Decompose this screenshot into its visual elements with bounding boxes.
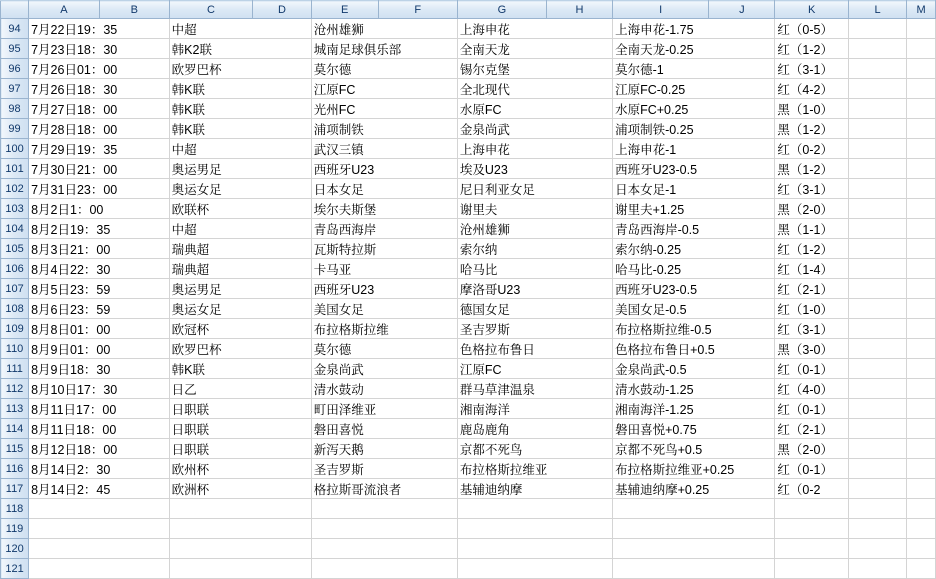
cell-league[interactable]: 日职联 — [169, 399, 311, 419]
cell-handicap-pick[interactable]: 江原FC-0.25 — [613, 79, 775, 99]
table-row[interactable] — [1, 559, 936, 579]
cell-empty-m[interactable] — [907, 319, 936, 339]
cell-date[interactable]: 8月2日1：00 — [29, 199, 170, 219]
cell-date[interactable]: 8月11日18：00 — [29, 419, 170, 439]
cell-league[interactable] — [169, 499, 311, 519]
table-row[interactable] — [1, 479, 936, 499]
table-row[interactable] — [1, 59, 936, 79]
cell-away-team[interactable]: 全北现代 — [457, 79, 612, 99]
cell-handicap-pick[interactable]: 湘南海洋-1.25 — [613, 399, 775, 419]
table-row[interactable] — [1, 319, 936, 339]
cell-league[interactable]: 奥运男足 — [169, 279, 311, 299]
cell-result[interactable] — [775, 559, 849, 579]
cell-away-team[interactable]: 上海申花 — [457, 139, 612, 159]
cell-result[interactable]: 红（0-1） — [775, 359, 849, 379]
cell-league[interactable]: 欧洲杯 — [169, 479, 311, 499]
cell-handicap-pick[interactable] — [613, 499, 775, 519]
cell-handicap-pick[interactable]: 莫尔德-1 — [613, 59, 775, 79]
row-header[interactable]: 117 — [1, 479, 29, 499]
cell-date[interactable] — [29, 559, 170, 579]
cell-date[interactable]: 7月26日01：00 — [29, 59, 170, 79]
cell-result[interactable]: 红（4-2） — [775, 79, 849, 99]
cell-away-team[interactable]: 群马草津温泉 — [457, 379, 612, 399]
cell-empty-l[interactable] — [849, 99, 907, 119]
cell-date[interactable]: 7月28日18：00 — [29, 119, 170, 139]
cell-home-team[interactable]: 清水鼓动 — [311, 379, 457, 399]
cell-handicap-pick[interactable]: 布拉格斯拉维亚+0.25 — [613, 459, 775, 479]
cell-date[interactable]: 7月27日18：00 — [29, 99, 170, 119]
column-header-a[interactable]: A — [29, 1, 100, 19]
cell-result[interactable]: 红（1-0） — [775, 299, 849, 319]
column-header-b[interactable]: B — [99, 1, 169, 19]
cell-handicap-pick[interactable]: 水原FC+0.25 — [613, 99, 775, 119]
row-header[interactable]: 114 — [1, 419, 29, 439]
cell-league[interactable] — [169, 559, 311, 579]
cell-empty-m[interactable] — [907, 359, 936, 379]
cell-league[interactable]: 奥运女足 — [169, 299, 311, 319]
cell-handicap-pick[interactable]: 浦项制铁-0.25 — [613, 119, 775, 139]
row-header[interactable]: 107 — [1, 279, 29, 299]
column-header-l[interactable]: L — [849, 1, 907, 19]
cell-handicap-pick[interactable]: 谢里夫+1.25 — [613, 199, 775, 219]
cell-empty-m[interactable] — [907, 39, 936, 59]
cell-result[interactable]: 黑（1-2） — [775, 119, 849, 139]
cell-away-team[interactable]: 上海申花 — [457, 19, 612, 39]
cell-date[interactable] — [29, 499, 170, 519]
table-row[interactable] — [1, 439, 936, 459]
cell-result[interactable]: 红（1-4） — [775, 259, 849, 279]
row-header[interactable]: 113 — [1, 399, 29, 419]
cell-empty-m[interactable] — [907, 259, 936, 279]
cell-date[interactable]: 7月30日21：00 — [29, 159, 170, 179]
table-row[interactable] — [1, 499, 936, 519]
cell-empty-m[interactable] — [907, 419, 936, 439]
column-header-f[interactable]: F — [378, 1, 457, 19]
cell-away-team[interactable]: 江原FC — [457, 359, 612, 379]
cell-date[interactable]: 8月9日01：00 — [29, 339, 170, 359]
cell-home-team[interactable]: 格拉斯哥流浪者 — [311, 479, 457, 499]
cell-empty-l[interactable] — [849, 79, 907, 99]
cell-empty-l[interactable] — [849, 319, 907, 339]
table-row[interactable] — [1, 179, 936, 199]
cell-away-team[interactable]: 索尔纳 — [457, 239, 612, 259]
cell-empty-l[interactable] — [849, 559, 907, 579]
cell-home-team[interactable]: 莫尔德 — [311, 339, 457, 359]
cell-empty-m[interactable] — [907, 279, 936, 299]
table-row[interactable] — [1, 39, 936, 59]
column-header-h[interactable]: H — [546, 1, 612, 19]
table-row[interactable] — [1, 79, 936, 99]
cell-date[interactable]: 8月11日17：00 — [29, 399, 170, 419]
cell-handicap-pick[interactable]: 上海申花-1.75 — [613, 19, 775, 39]
cell-away-team[interactable]: 谢里夫 — [457, 199, 612, 219]
cell-league[interactable] — [169, 519, 311, 539]
cell-handicap-pick[interactable]: 索尔纳-0.25 — [613, 239, 775, 259]
cell-result[interactable]: 黑（1-0） — [775, 99, 849, 119]
row-header[interactable]: 98 — [1, 99, 29, 119]
cell-empty-m[interactable] — [907, 79, 936, 99]
cell-home-team[interactable]: 西班牙U23 — [311, 159, 457, 179]
cell-empty-m[interactable] — [907, 179, 936, 199]
cell-result[interactable] — [775, 499, 849, 519]
cell-home-team[interactable]: 城南足球俱乐部 — [311, 39, 457, 59]
cell-away-team[interactable]: 全南天龙 — [457, 39, 612, 59]
row-header[interactable]: 118 — [1, 499, 29, 519]
table-row[interactable] — [1, 239, 936, 259]
cell-result[interactable]: 红（2-1） — [775, 419, 849, 439]
cell-league[interactable]: 日乙 — [169, 379, 311, 399]
table-row[interactable] — [1, 379, 936, 399]
cell-empty-l[interactable] — [849, 219, 907, 239]
cell-league[interactable]: 欧州杯 — [169, 459, 311, 479]
cell-empty-l[interactable] — [849, 519, 907, 539]
table-row[interactable] — [1, 299, 936, 319]
cell-empty-m[interactable] — [907, 459, 936, 479]
cell-result[interactable]: 红（3-1） — [775, 59, 849, 79]
cell-home-team[interactable]: 美国女足 — [311, 299, 457, 319]
cell-date[interactable]: 8月9日18：30 — [29, 359, 170, 379]
cell-league[interactable]: 欧联杯 — [169, 199, 311, 219]
cell-empty-l[interactable] — [849, 119, 907, 139]
cell-result[interactable]: 黑（2-0） — [775, 439, 849, 459]
cell-empty-m[interactable] — [907, 119, 936, 139]
table-row[interactable] — [1, 259, 936, 279]
cell-league[interactable]: 韩K联 — [169, 119, 311, 139]
row-header[interactable]: 115 — [1, 439, 29, 459]
cell-away-team[interactable]: 尼日利亚女足 — [457, 179, 612, 199]
cell-result[interactable]: 红（0-2 — [775, 479, 849, 499]
row-header[interactable]: 111 — [1, 359, 29, 379]
column-header-j[interactable]: J — [709, 1, 775, 19]
cell-league[interactable]: 奥运男足 — [169, 159, 311, 179]
cell-date[interactable]: 8月10日17：30 — [29, 379, 170, 399]
cell-empty-l[interactable] — [849, 399, 907, 419]
cell-handicap-pick[interactable]: 磐田喜悦+0.75 — [613, 419, 775, 439]
cell-date[interactable]: 7月31日23：00 — [29, 179, 170, 199]
cell-empty-l[interactable] — [849, 339, 907, 359]
cell-home-team[interactable]: 莫尔德 — [311, 59, 457, 79]
cell-away-team[interactable]: 湘南海洋 — [457, 399, 612, 419]
cell-home-team[interactable]: 江原FC — [311, 79, 457, 99]
cell-home-team[interactable]: 光州FC — [311, 99, 457, 119]
cell-empty-m[interactable] — [907, 19, 936, 39]
cell-empty-m[interactable] — [907, 559, 936, 579]
cell-date[interactable]: 8月2日19：35 — [29, 219, 170, 239]
table-row[interactable] — [1, 279, 936, 299]
cell-date[interactable]: 8月6日23：59 — [29, 299, 170, 319]
row-header[interactable]: 116 — [1, 459, 29, 479]
cell-handicap-pick[interactable]: 日本女足-1 — [613, 179, 775, 199]
cell-date[interactable]: 7月26日18：30 — [29, 79, 170, 99]
cell-empty-m[interactable] — [907, 199, 936, 219]
cell-empty-l[interactable] — [849, 179, 907, 199]
cell-away-team[interactable]: 鹿岛鹿角 — [457, 419, 612, 439]
cell-empty-m[interactable] — [907, 519, 936, 539]
cell-date[interactable]: 8月5日23：59 — [29, 279, 170, 299]
cell-result[interactable]: 红（0-1） — [775, 459, 849, 479]
cell-empty-m[interactable] — [907, 239, 936, 259]
column-header-k[interactable]: K — [775, 1, 849, 19]
cell-empty-l[interactable] — [849, 359, 907, 379]
cell-home-team[interactable]: 青岛西海岸 — [311, 219, 457, 239]
cell-league[interactable]: 中超 — [169, 219, 311, 239]
cell-handicap-pick[interactable]: 色格拉布鲁日+0.5 — [613, 339, 775, 359]
cell-home-team[interactable]: 町田泽维亚 — [311, 399, 457, 419]
cell-empty-l[interactable] — [849, 39, 907, 59]
cell-league[interactable]: 中超 — [169, 139, 311, 159]
row-header[interactable]: 94 — [1, 19, 29, 39]
cell-away-team[interactable]: 布拉格斯拉维亚 — [457, 459, 612, 479]
cell-empty-l[interactable] — [849, 159, 907, 179]
cell-handicap-pick[interactable] — [613, 539, 775, 559]
cell-empty-l[interactable] — [849, 499, 907, 519]
row-header[interactable]: 104 — [1, 219, 29, 239]
table-row[interactable] — [1, 339, 936, 359]
cell-home-team[interactable]: 新泻天鹅 — [311, 439, 457, 459]
cell-handicap-pick[interactable]: 青岛西海岸-0.5 — [613, 219, 775, 239]
cell-away-team[interactable]: 色格拉布鲁日 — [457, 339, 612, 359]
cell-league[interactable]: 韩K联 — [169, 359, 311, 379]
row-header[interactable]: 99 — [1, 119, 29, 139]
row-header[interactable]: 109 — [1, 319, 29, 339]
cell-result[interactable]: 红（0-2） — [775, 139, 849, 159]
table-row[interactable] — [1, 519, 936, 539]
cell-away-team[interactable]: 德国女足 — [457, 299, 612, 319]
row-header[interactable]: 105 — [1, 239, 29, 259]
cell-home-team[interactable]: 金泉尚武 — [311, 359, 457, 379]
cell-away-team[interactable]: 沧州雄狮 — [457, 219, 612, 239]
cell-away-team[interactable]: 金泉尚武 — [457, 119, 612, 139]
cell-handicap-pick[interactable]: 上海申花-1 — [613, 139, 775, 159]
cell-league[interactable]: 韩K联 — [169, 99, 311, 119]
cell-result[interactable] — [775, 519, 849, 539]
row-header[interactable]: 103 — [1, 199, 29, 219]
cell-empty-m[interactable] — [907, 499, 936, 519]
cell-home-team[interactable]: 磐田喜悦 — [311, 419, 457, 439]
cell-league[interactable]: 欧冠杯 — [169, 319, 311, 339]
cell-away-team[interactable]: 哈马比 — [457, 259, 612, 279]
cell-away-team[interactable]: 埃及U23 — [457, 159, 612, 179]
table-row[interactable] — [1, 99, 936, 119]
cell-result[interactable]: 黑（3-0） — [775, 339, 849, 359]
cell-handicap-pick[interactable]: 金泉尚武-0.5 — [613, 359, 775, 379]
cell-empty-m[interactable] — [907, 219, 936, 239]
cell-result[interactable]: 红（3-1） — [775, 319, 849, 339]
cell-date[interactable] — [29, 539, 170, 559]
cell-away-team[interactable] — [457, 539, 612, 559]
row-header[interactable]: 119 — [1, 519, 29, 539]
cell-empty-m[interactable] — [907, 479, 936, 499]
cell-result[interactable]: 黑（1-2） — [775, 159, 849, 179]
table-row[interactable] — [1, 159, 936, 179]
cell-home-team[interactable]: 日本女足 — [311, 179, 457, 199]
cell-empty-m[interactable] — [907, 299, 936, 319]
row-header[interactable]: 120 — [1, 539, 29, 559]
cell-league[interactable]: 瑞典超 — [169, 259, 311, 279]
row-header[interactable]: 101 — [1, 159, 29, 179]
cell-date[interactable]: 7月29日19：35 — [29, 139, 170, 159]
cell-empty-l[interactable] — [849, 139, 907, 159]
cell-empty-l[interactable] — [849, 19, 907, 39]
cell-handicap-pick[interactable]: 美国女足-0.5 — [613, 299, 775, 319]
column-header-d[interactable]: D — [253, 1, 311, 19]
cell-handicap-pick[interactable]: 哈马比-0.25 — [613, 259, 775, 279]
cell-league[interactable]: 瑞典超 — [169, 239, 311, 259]
cell-away-team[interactable] — [457, 559, 612, 579]
cell-league[interactable] — [169, 539, 311, 559]
cell-league[interactable]: 韩K2联 — [169, 39, 311, 59]
cell-date[interactable]: 7月23日18：30 — [29, 39, 170, 59]
table-row[interactable] — [1, 419, 936, 439]
cell-away-team[interactable] — [457, 499, 612, 519]
cell-result[interactable]: 红（0-1） — [775, 399, 849, 419]
row-header[interactable]: 100 — [1, 139, 29, 159]
table-row[interactable] — [1, 139, 936, 159]
select-all-corner[interactable] — [1, 1, 29, 19]
cell-handicap-pick[interactable] — [613, 519, 775, 539]
cell-home-team[interactable] — [311, 539, 457, 559]
cell-empty-l[interactable] — [849, 379, 907, 399]
table-row[interactable] — [1, 199, 936, 219]
table-row[interactable] — [1, 219, 936, 239]
cell-handicap-pick[interactable]: 京都不死鸟+0.5 — [613, 439, 775, 459]
cell-away-team[interactable]: 基辅迪纳摩 — [457, 479, 612, 499]
cell-home-team[interactable]: 布拉格斯拉维 — [311, 319, 457, 339]
cell-empty-m[interactable] — [907, 59, 936, 79]
table-row[interactable] — [1, 359, 936, 379]
cell-result[interactable]: 黑（1-1） — [775, 219, 849, 239]
cell-home-team[interactable]: 武汉三镇 — [311, 139, 457, 159]
cell-home-team[interactable]: 西班牙U23 — [311, 279, 457, 299]
cell-away-team[interactable]: 京都不死鸟 — [457, 439, 612, 459]
cell-home-team[interactable]: 埃尔夫斯堡 — [311, 199, 457, 219]
cell-handicap-pick[interactable]: 清水鼓动-1.25 — [613, 379, 775, 399]
cell-empty-m[interactable] — [907, 139, 936, 159]
cell-away-team[interactable] — [457, 519, 612, 539]
cell-result[interactable]: 红（3-1） — [775, 179, 849, 199]
cell-league[interactable]: 日职联 — [169, 439, 311, 459]
cell-date[interactable] — [29, 519, 170, 539]
column-header-g[interactable]: G — [457, 1, 546, 19]
cell-home-team[interactable] — [311, 559, 457, 579]
cell-date[interactable]: 8月8日01：00 — [29, 319, 170, 339]
cell-away-team[interactable]: 水原FC — [457, 99, 612, 119]
cell-empty-l[interactable] — [849, 279, 907, 299]
cell-empty-m[interactable] — [907, 339, 936, 359]
cell-home-team[interactable] — [311, 519, 457, 539]
cell-home-team[interactable]: 瓦斯特拉斯 — [311, 239, 457, 259]
cell-empty-l[interactable] — [849, 479, 907, 499]
cell-handicap-pick[interactable]: 基辅迪纳摩+0.25 — [613, 479, 775, 499]
cell-date[interactable]: 8月3日21：00 — [29, 239, 170, 259]
column-header-row — [1, 1, 936, 19]
cell-empty-l[interactable] — [849, 259, 907, 279]
cell-result[interactable]: 红（1-2） — [775, 39, 849, 59]
cell-result[interactable] — [775, 539, 849, 559]
cell-away-team[interactable]: 锡尔克堡 — [457, 59, 612, 79]
row-header[interactable]: 121 — [1, 559, 29, 579]
cell-league[interactable]: 中超 — [169, 19, 311, 39]
cell-result[interactable]: 红（0-5） — [775, 19, 849, 39]
row-header[interactable]: 112 — [1, 379, 29, 399]
cell-away-team[interactable]: 圣吉罗斯 — [457, 319, 612, 339]
cell-date[interactable]: 7月22日19：35 — [29, 19, 170, 39]
cell-league[interactable]: 奥运女足 — [169, 179, 311, 199]
cell-home-team[interactable]: 圣吉罗斯 — [311, 459, 457, 479]
cell-result[interactable]: 红（1-2） — [775, 239, 849, 259]
cell-league[interactable]: 日职联 — [169, 419, 311, 439]
cell-empty-l[interactable] — [849, 459, 907, 479]
cell-date[interactable]: 8月14日2：45 — [29, 479, 170, 499]
row-header[interactable]: 95 — [1, 39, 29, 59]
row-header[interactable]: 108 — [1, 299, 29, 319]
cell-date[interactable]: 8月12日18：00 — [29, 439, 170, 459]
cell-empty-m[interactable] — [907, 379, 936, 399]
cell-handicap-pick[interactable]: 西班牙U23-0.5 — [613, 279, 775, 299]
cell-empty-l[interactable] — [849, 439, 907, 459]
cell-empty-m[interactable] — [907, 99, 936, 119]
column-header-m[interactable]: M — [907, 1, 936, 19]
column-header-e[interactable]: E — [311, 1, 378, 19]
row-header[interactable]: 110 — [1, 339, 29, 359]
row-header[interactable]: 96 — [1, 59, 29, 79]
table-row[interactable] — [1, 119, 936, 139]
cell-result[interactable]: 红（4-0） — [775, 379, 849, 399]
table-row[interactable] — [1, 539, 936, 559]
cell-empty-m[interactable] — [907, 399, 936, 419]
cell-date[interactable]: 8月4日22：30 — [29, 259, 170, 279]
cell-empty-l[interactable] — [849, 299, 907, 319]
column-header-c[interactable]: C — [169, 1, 253, 19]
cell-empty-l[interactable] — [849, 539, 907, 559]
cell-league[interactable]: 韩K联 — [169, 79, 311, 99]
cell-empty-m[interactable] — [907, 439, 936, 459]
cell-empty-l[interactable] — [849, 199, 907, 219]
table-row[interactable] — [1, 459, 936, 479]
cell-empty-l[interactable] — [849, 239, 907, 259]
cell-empty-m[interactable] — [907, 539, 936, 559]
cell-empty-m[interactable] — [907, 159, 936, 179]
cell-empty-l[interactable] — [849, 59, 907, 79]
cell-home-team[interactable] — [311, 499, 457, 519]
row-header[interactable]: 102 — [1, 179, 29, 199]
table-row[interactable] — [1, 399, 936, 419]
cell-home-team[interactable]: 卡马亚 — [311, 259, 457, 279]
cell-league[interactable]: 欧罗巴杯 — [169, 59, 311, 79]
cell-away-team[interactable]: 摩洛哥U23 — [457, 279, 612, 299]
cell-empty-l[interactable] — [849, 419, 907, 439]
sheet-rows — [1, 19, 936, 579]
cell-date[interactable]: 8月14日2：30 — [29, 459, 170, 479]
cell-result[interactable]: 黑（2-0） — [775, 199, 849, 219]
cell-home-team[interactable]: 浦项制铁 — [311, 119, 457, 139]
column-header-i[interactable]: I — [613, 1, 709, 19]
cell-result[interactable]: 红（2-1） — [775, 279, 849, 299]
row-header[interactable]: 97 — [1, 79, 29, 99]
table-row[interactable] — [1, 19, 936, 39]
cell-handicap-pick[interactable]: 全南天龙-0.25 — [613, 39, 775, 59]
row-header[interactable]: 106 — [1, 259, 29, 279]
cell-home-team[interactable]: 沧州雄狮 — [311, 19, 457, 39]
cell-league[interactable]: 欧罗巴杯 — [169, 339, 311, 359]
cell-handicap-pick[interactable] — [613, 559, 775, 579]
cell-handicap-pick[interactable]: 布拉格斯拉维-0.5 — [613, 319, 775, 339]
cell-handicap-pick[interactable]: 西班牙U23-0.5 — [613, 159, 775, 179]
